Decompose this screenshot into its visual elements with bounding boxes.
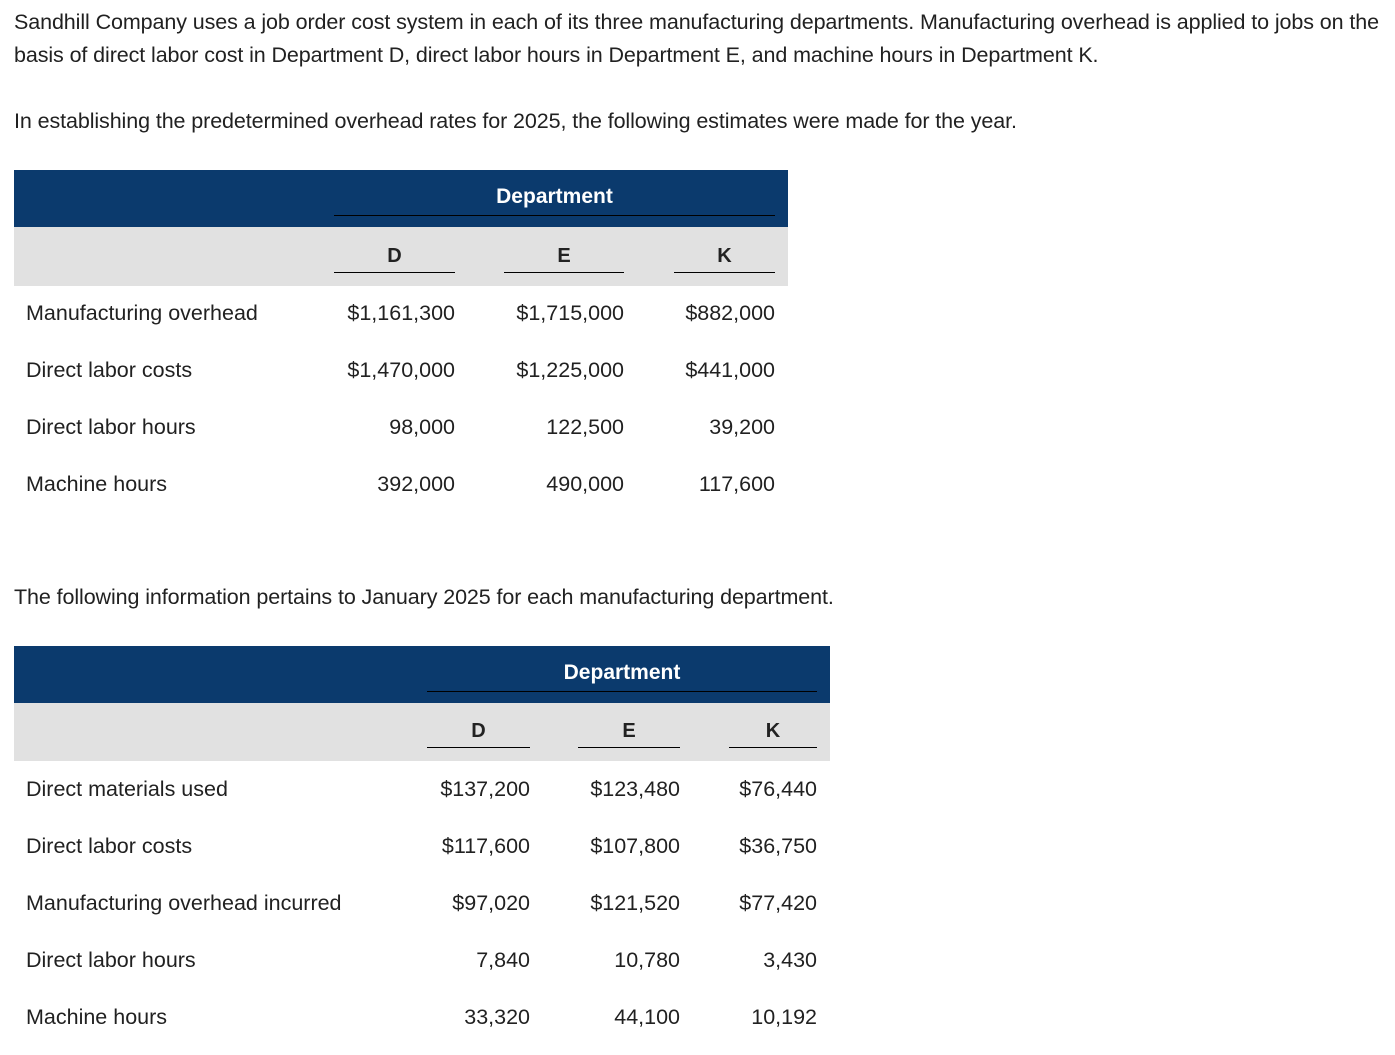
cell-k: 117,600 — [698, 472, 775, 496]
department-header-band — [14, 646, 830, 703]
column-header-e: E — [504, 245, 624, 273]
row-label: Machine hours — [26, 472, 168, 496]
row-label: Direct labor hours — [26, 948, 196, 972]
intro-paragraph: Sandhill Company uses a job order cost system in each of its three manufacturing departments. Manufacturing overhead is applied to jobs on the basis of direct labor cost in Department D, direct labor hours in Department E, and machine hours in Department K. — [14, 10, 1379, 67]
cell-d: 392,000 — [377, 472, 455, 496]
column-header-band — [14, 227, 788, 286]
cell-d: $117,600 — [441, 834, 530, 858]
cell-k: 39,200 — [709, 415, 775, 439]
department-header: Department — [563, 661, 681, 684]
cell-k: $882,000 — [685, 301, 775, 325]
cell-k: 3,430 — [763, 948, 817, 972]
cell-k: 10,192 — [751, 1005, 817, 1029]
cell-e: $107,800 — [590, 834, 680, 858]
cell-d: $97,020 — [452, 891, 530, 915]
cell-d: $137,200 — [440, 777, 530, 801]
cell-e: 490,000 — [546, 472, 624, 496]
column-header-e: E — [578, 720, 680, 748]
january-table — [14, 646, 830, 1046]
cell-d: $1,161,300 — [347, 301, 455, 325]
row-label: Direct labor hours — [26, 415, 196, 439]
column-header-d: D — [334, 245, 455, 273]
estimates-lead-paragraph: In establishing the predetermined overhead rates for 2025, the following estimates were made for the year. — [14, 109, 1017, 133]
cell-d: 33,320 — [464, 1005, 530, 1029]
january-lead-paragraph: The following information pertains to January 2025 for each manufacturing department. — [14, 585, 834, 609]
row-label: Manufacturing overhead incurred — [26, 891, 342, 915]
row-label: Machine hours — [26, 1005, 168, 1029]
cell-k: $77,420 — [739, 891, 817, 915]
department-header-rule — [427, 691, 817, 692]
cell-e: 44,100 — [614, 1005, 680, 1029]
column-header-k: K — [674, 245, 775, 273]
row-label: Manufacturing overhead — [26, 301, 258, 325]
cell-k: $36,750 — [739, 834, 817, 858]
department-header: Department — [496, 185, 613, 208]
row-label: Direct labor costs — [26, 358, 193, 382]
cell-e: $123,480 — [590, 777, 680, 801]
cell-k: $76,440 — [739, 777, 817, 801]
cell-e: 10,780 — [614, 948, 680, 972]
cell-e: $121,520 — [590, 891, 680, 915]
department-header-band — [14, 170, 788, 227]
column-header-d: D — [427, 720, 530, 748]
column-header-band — [14, 703, 830, 761]
row-label: Direct labor costs — [26, 834, 193, 858]
cell-d: 98,000 — [389, 415, 455, 439]
estimates-table — [14, 170, 788, 510]
cell-e: 122,500 — [546, 415, 624, 439]
cell-e: $1,225,000 — [516, 358, 624, 382]
row-label: Direct materials used — [26, 777, 228, 801]
department-header-rule — [334, 215, 775, 216]
cell-k: $441,000 — [685, 358, 775, 382]
cell-d: $1,470,000 — [347, 358, 455, 382]
cell-e: $1,715,000 — [516, 301, 624, 325]
column-header-k: K — [729, 720, 817, 748]
cell-d: 7,840 — [476, 948, 530, 972]
